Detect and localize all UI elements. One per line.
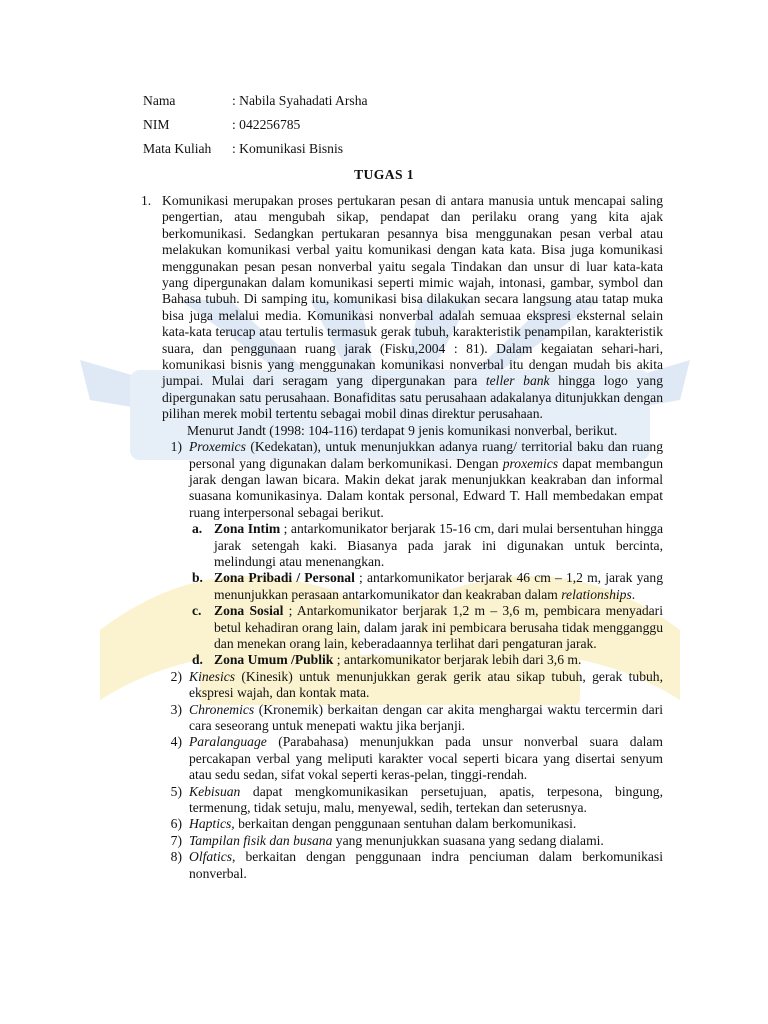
zone-italic: relationships <box>561 586 632 602</box>
zone-text-end: . <box>631 586 636 602</box>
zone-label: a. <box>192 521 203 537</box>
zone-text: ; antarkomunikator berjarak 46 cm – 1,2 m, jarak yang menunjukkan perasaan antarkomunikator dan keakraban dalam <box>214 570 663 602</box>
list-item-proxemics <box>162 439 663 669</box>
question-body <box>162 193 663 882</box>
list-item-number: 3) <box>170 701 182 717</box>
list-item-number: 6) <box>170 816 182 832</box>
list-item-text: , berkaitan dengan penggunaan indra penciuman dalam berkomunikasi nonverbal. <box>189 849 663 881</box>
list-item-term: Kebisuan <box>189 783 241 799</box>
list-item-number: 5) <box>170 783 182 799</box>
zone-text: ; Antarkomunikator berjarak 1,2 m – 3,6 m, pembicara menyadari betul kehadiran orang lain, dalam jarak ini pembicara berusaha tidak mengganggu dan menekan orang lain, keberadaannya terlihat dari pengaturan jarak. <box>214 603 663 651</box>
course-value: : Komunikasi Bisnis <box>232 141 344 156</box>
name-label: Nama <box>143 93 176 108</box>
list-item-term: Proxemics <box>189 439 246 455</box>
nonverbal-types-list <box>162 439 663 882</box>
list-item-number: 8) <box>170 849 182 865</box>
list-item-term: Paralanguage <box>189 734 267 750</box>
zone-term: Zona Sosial <box>214 603 284 619</box>
zone-text: ; antarkomunikator berjarak 15-16 cm, dari mulai bersentuhan hingga jarak setengah kaki. Biasanya pada jarak ini digunakan untuk bercinta, melindungi atau menenangkan. <box>214 521 663 569</box>
list-item-paralanguage <box>162 734 663 783</box>
paragraph-intro-text-1: Komunikasi merupakan proses pertukaran pesan di antara manusia untuk mencapai saling pengertian, atau mengubah sikap, pendapat dan perilaku orang yang kita ajak berkomunikasi. Sedangkan pertukaran pesannya bisa menggunakan pesan verbal atau melakukan komunikasi verbal yaitu komunikasi dengan kata kata. Bisa juga komunikasi menggunakan pesan pesan nonverbal yaitu segala Tindakan dan unsur di luar kata-kata yang dipergunakan dalam komunikasi seperti mimic wajah, intonasi, gambar, symbol dan Bahasa tubuh. Di samping itu, komunikasi bisa dilakukan secara langsung atau tatap muka bisa juga melalui media. Komunikasi nonverbal adalah semuaa ekspresi eksternal selain kata-kata terucap atau tertulis termasuk gerak tubuh, karakteristik penampilan, karakteristik suara, dan penggunaan ruang jarak (Fisku,2004 : 81). Dalam kegaiatan sehari-hari, komunikasi bisnis yang menggunakan komunikasi nonverbal itu dengan mudah bis akita jumpai. Mulai dari seragam yang dipergunakan para <box>162 193 663 389</box>
list-item-tampilan-fisik <box>162 833 663 849</box>
list-item-term-2: proxemics <box>502 455 559 471</box>
list-item-text: (Parabahasa) menunjukkan pada unsur nonverbal suara dalam percakapan verbal yang meliputi karakter vocal seperti bicara yang disertai senyum atau sedu sedan, sifat vokal seperti keras-pelan, tinggi-rendah. <box>189 734 663 783</box>
list-item-term: Olfatics <box>189 849 233 865</box>
student-info <box>143 92 368 164</box>
paragraph-intro-text-2: hingga logo yang dipergunakan satu perusahaan. Bonafiditas satu perusahaan adakalanya ditunjukkan dengan pilihan merek mobil tertentu sebagai mobil dinas direktur perusahaan. <box>162 373 664 422</box>
list-item-number: 2) <box>170 668 182 684</box>
paragraph-intro-italic: teller bank <box>485 373 550 389</box>
zone-text: ; antarkomunikator berjarak lebih dari 3,6 m. <box>333 652 582 668</box>
info-row-course <box>143 140 368 164</box>
list-item-kebisuan <box>162 784 663 817</box>
list-item-text-2: dapat membangun jarak dengan lawan bicara. Makin dekat jarak menunjukkan keakraban dan informal suasana komunikasinya. Dalam kontak personal, Edward T. Hall membedakan empat ruang interpersonal sebagai berikut. <box>189 455 663 520</box>
name-value: : Nabila Syahadati Arsha <box>232 93 368 108</box>
list-item-text: (Kronemik) berkaitan dengan car akita menghargai waktu tercermin dari cara seseorang untuk menepati waktu jika berjanji. <box>189 701 663 733</box>
assignment-title: TUGAS 1 <box>354 167 414 182</box>
paragraph-jandt: Menurut Jandt (1998: 104-116) terdapat 9 jenis komunikasi nonverbal, berikut. <box>187 422 618 438</box>
list-item-term: Kinesics <box>189 668 236 684</box>
list-item-chronemics <box>162 702 663 735</box>
info-row-nim <box>143 116 368 140</box>
zone-label: b. <box>192 570 203 586</box>
info-row-name <box>143 92 368 116</box>
list-item-term: Haptics, <box>189 816 235 832</box>
list-item-text: dapat mengkomunikasikan persetujuan, apatis, terpesona, bingung, termenung, tidak setuju, malu, menyewal, sedih, tertekan dan seterusnya. <box>189 783 663 816</box>
list-item-number: 4) <box>170 734 182 750</box>
zone-item-sosial <box>189 603 663 652</box>
list-item-kinesics <box>162 669 663 702</box>
list-item-text: (Kedekatan), untuk menunjukkan adanya ruang/ territorial baku dan ruang personal yang digunakan dalam berkomunikasi. Dengan <box>189 439 663 471</box>
zone-term: Zona Intim <box>214 521 281 537</box>
paragraph-intro <box>162 193 663 423</box>
list-item-text: yang menunjukkan suasana yang sedang dialami. <box>332 832 604 848</box>
course-label: Mata Kuliah <box>143 141 212 156</box>
list-item-text: (Kinesik) untuk menunjukkan gerak gerik atau sikap tubuh, gerak tubuh, ekspresi wajah, dan kontak mata. <box>189 668 663 701</box>
zone-item-pribadi <box>189 570 663 603</box>
zone-term: Zona Umum /Publik <box>214 652 334 668</box>
list-item-term: Chronemics <box>189 701 255 717</box>
list-item-number: 1) <box>170 439 182 455</box>
zone-label: d. <box>192 652 203 668</box>
zone-list <box>189 521 663 669</box>
nim-label: NIM <box>143 117 170 132</box>
zone-label: c. <box>192 603 202 619</box>
list-item-text: berkaitan dengan penggunaan sentuhan dalam berkomunikasi. <box>234 816 577 832</box>
zone-item-intim <box>189 521 663 570</box>
list-item-term: Tampilan fisik dan busana <box>189 832 333 848</box>
list-item-number: 7) <box>170 832 182 848</box>
list-item-olfatics <box>162 849 663 882</box>
zone-item-umum <box>189 652 663 668</box>
question-number: 1. <box>141 193 152 208</box>
list-item-haptics <box>162 816 663 832</box>
zone-term: Zona Pribadi / Personal <box>214 570 355 586</box>
nim-value: : 042256785 <box>232 117 301 132</box>
